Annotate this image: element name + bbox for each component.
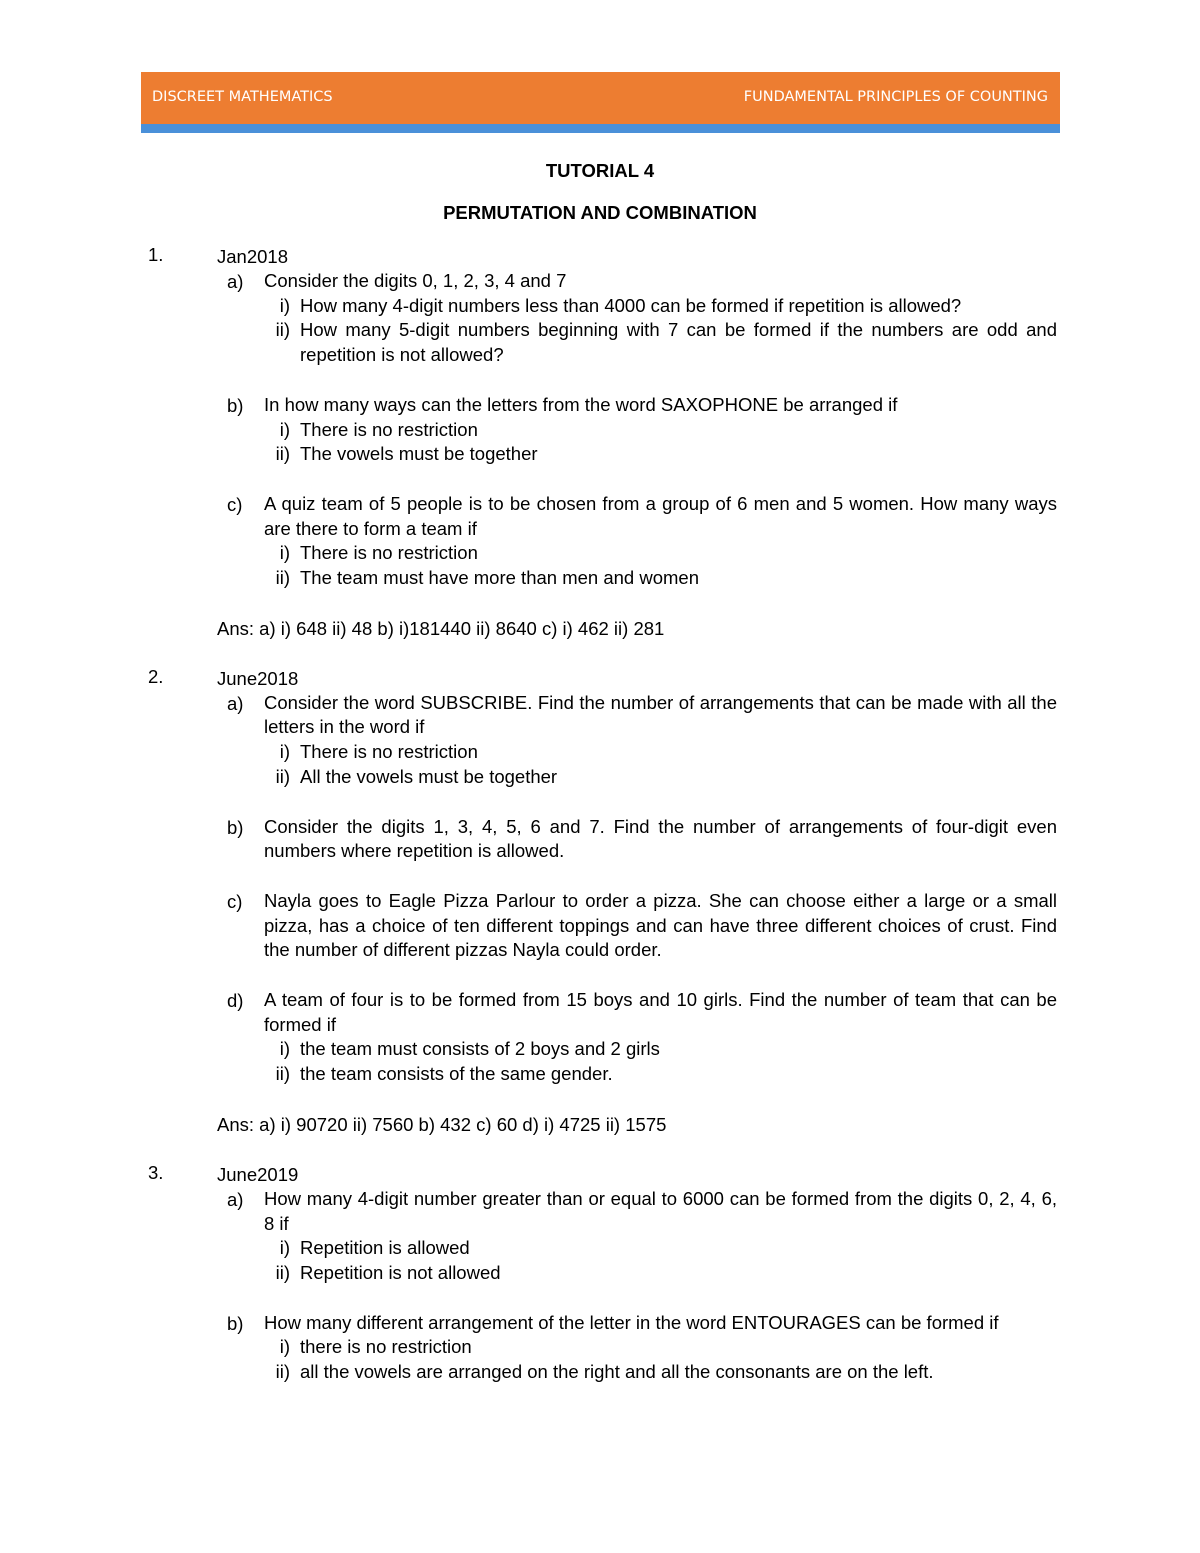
- sub-part-text: How many 4-digit numbers less than 4000 can be formed if repetition is allowed?: [300, 294, 962, 316]
- part-text: In how many ways can the letters from the word SAXOPHONE be arranged if: [264, 393, 898, 415]
- question-exam-session: June2019: [217, 1163, 299, 1185]
- running-header: [141, 72, 1060, 124]
- question-part: [227, 815, 1057, 864]
- sub-part-list: [264, 541, 1057, 590]
- question-exam-session: June2018: [217, 667, 299, 689]
- sub-part: [264, 294, 1057, 319]
- question-part: [227, 1187, 1057, 1286]
- header-course-title: DISCREET MATHEMATICS: [152, 89, 333, 105]
- part-label: b): [227, 1312, 244, 1334]
- part-text: How many 4-digit number greater than or equal to 6000 can be formed from the digits 0, 2, 4, 6, 8 if: [264, 1187, 1057, 1234]
- sub-part-text: the team consists of the same gender.: [300, 1063, 613, 1085]
- question-part: [227, 1311, 1057, 1385]
- question: [0, 666, 1200, 1162]
- sub-part-list: [264, 1335, 1057, 1384]
- sub-part: [264, 1360, 1057, 1385]
- part-label: d): [227, 990, 244, 1012]
- sub-part-label: ii): [275, 1063, 290, 1085]
- question-exam-session: Jan2018: [217, 246, 288, 267]
- part-text: Nayla goes to Eagle Pizza Parlour to order a pizza. She can choose either a large or a small pizza, has a choice of ten different toppings and can have three different choices of crust. Find the number of different pizzas Nayla could order.: [264, 889, 1057, 961]
- sub-part-label: i): [279, 741, 290, 763]
- sub-part-label: i): [279, 542, 290, 564]
- sub-part-text: How many 5-digit numbers beginning with 7 can be formed if the numbers are odd and repetition is not allowed?: [300, 319, 1057, 366]
- part-label: a): [227, 692, 244, 714]
- sub-part-list: [264, 740, 1057, 789]
- sub-part-text: Repetition is allowed: [300, 1237, 470, 1259]
- part-text: How many different arrangement of the letter in the word ENTOURAGES can be formed if: [264, 1311, 999, 1333]
- sub-part-list: [264, 1037, 1057, 1086]
- spacer: [0, 864, 1200, 889]
- sub-part-label: ii): [275, 1361, 290, 1383]
- part-text: Consider the word SUBSCRIBE. Find the number of arrangements that can be made with all the letters in the word if: [264, 691, 1057, 738]
- sub-part-text: there is no restriction: [300, 1336, 472, 1358]
- sub-part-label: i): [279, 418, 290, 440]
- sub-part: [264, 740, 1057, 765]
- part-text: Consider the digits 0, 1, 2, 3, 4 and 7: [264, 270, 567, 291]
- part-text: A quiz team of 5 people is to be chosen from a group of 6 men and 5 women. How many ways are there to form a team if: [264, 492, 1057, 539]
- question: [0, 244, 1200, 666]
- question-part: [227, 492, 1057, 591]
- sub-part: [264, 318, 1057, 367]
- sub-part-label: ii): [275, 567, 290, 589]
- part-label: b): [227, 394, 244, 416]
- sub-part: [264, 1062, 1057, 1087]
- question-list: [0, 244, 1200, 1385]
- header-chapter-title: FUNDAMENTAL PRINCIPLES OF COUNTING: [743, 89, 1048, 105]
- part-label: c): [227, 890, 243, 912]
- sub-part: [264, 1037, 1057, 1062]
- sub-part-text: the team must consists of 2 boys and 2 girls: [300, 1038, 660, 1060]
- sub-part-label: i): [279, 1038, 290, 1060]
- sub-part-label: i): [279, 1336, 290, 1358]
- part-label: a): [227, 271, 244, 292]
- part-label: b): [227, 816, 244, 838]
- spacer: [0, 467, 1200, 492]
- sub-part: [264, 541, 1057, 566]
- spacer: [0, 1286, 1200, 1311]
- part-label: c): [227, 493, 243, 515]
- spacer: [0, 368, 1200, 393]
- question: [0, 1162, 1200, 1385]
- question-part: [227, 988, 1057, 1087]
- part-text: A team of four is to be formed from 15 boys and 10 girls. Find the number of team that can be formed if: [264, 989, 1057, 1035]
- header-rule: [141, 124, 1060, 133]
- sub-part-label: ii): [275, 443, 290, 465]
- sub-part: [264, 442, 1057, 467]
- question-number: 3.: [148, 1161, 164, 1183]
- sub-part-label: ii): [275, 319, 290, 341]
- spacer: [0, 1087, 1200, 1112]
- spacer: [0, 790, 1200, 815]
- sub-part: [264, 765, 1057, 790]
- spacer: [0, 963, 1200, 988]
- sub-part-list: [264, 1236, 1057, 1285]
- answer-key: Ans: a) i) 90720 ii) 7560 b) 432 c) 60 d) i) 4725 ii) 1575: [217, 1113, 667, 1135]
- sub-part-list: [264, 294, 1057, 368]
- sub-part: [264, 418, 1057, 443]
- question-part: [227, 269, 1057, 368]
- sub-part-text: Repetition is not allowed: [300, 1261, 501, 1283]
- question-part: [227, 393, 1057, 467]
- sub-part-text: There is no restriction: [300, 741, 478, 763]
- sub-part-text: All the vowels must be together: [300, 765, 558, 787]
- sub-part-label: ii): [275, 765, 290, 787]
- sub-part: [264, 566, 1057, 591]
- sub-part-text: all the vowels are arranged on the right and all the consonants are on the left.: [300, 1361, 934, 1383]
- part-label: a): [227, 1188, 244, 1210]
- sub-part: [264, 1335, 1057, 1360]
- sub-part-label: ii): [275, 1261, 290, 1283]
- question-part: [227, 889, 1057, 963]
- question-number: 2.: [148, 665, 164, 687]
- sub-part-label: i): [279, 294, 290, 316]
- answer-key: Ans: a) i) 648 ii) 48 b) i)181440 ii) 8640 c) i) 462 ii) 281: [217, 617, 665, 639]
- sub-part-text: There is no restriction: [300, 542, 478, 564]
- tutorial-subtitle: PERMUTATION AND COMBINATION: [443, 202, 757, 223]
- question-part: [227, 691, 1057, 790]
- sub-part: [264, 1261, 1057, 1286]
- spacer: [0, 641, 1200, 666]
- sub-part: [264, 1236, 1057, 1261]
- sub-part-label: i): [279, 1237, 290, 1259]
- sub-part-text: The team must have more than men and women: [300, 567, 699, 589]
- question-number: 1.: [148, 244, 164, 265]
- spacer: [0, 591, 1200, 616]
- sub-part-text: There is no restriction: [300, 418, 478, 440]
- spacer: [0, 1137, 1200, 1162]
- part-text: Consider the digits 1, 3, 4, 5, 6 and 7. Find the number of arrangements of four-digit even numbers where repetition is allowed.: [264, 815, 1057, 862]
- tutorial-title: TUTORIAL 4: [545, 160, 655, 181]
- sub-part-text: The vowels must be together: [300, 443, 538, 465]
- sub-part-list: [264, 418, 1057, 467]
